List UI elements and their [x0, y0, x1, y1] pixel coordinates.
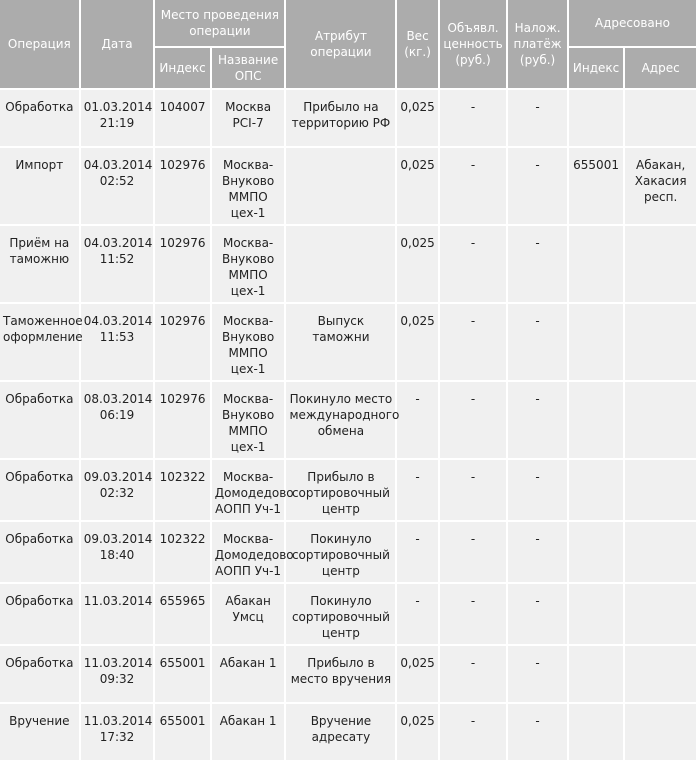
operation-cell — [0, 704, 79, 760]
declared-value-text: - — [470, 656, 476, 670]
cod-cell — [508, 704, 567, 760]
date-cell — [81, 226, 154, 302]
date-text: 04.03.2014 — [83, 236, 153, 250]
date-text: 04.03.2014 — [83, 158, 153, 172]
addr-index-cell — [569, 382, 623, 458]
table-row — [0, 522, 696, 582]
weight-cell — [397, 584, 437, 644]
weight-cell — [397, 460, 437, 520]
weight-text: - — [415, 470, 420, 484]
time-text: 02:32 — [99, 486, 135, 500]
attribute-cell — [286, 226, 395, 302]
index-cell — [155, 382, 209, 458]
ops-name-cell — [212, 382, 285, 458]
date-cell — [81, 646, 154, 702]
table-row — [0, 226, 696, 302]
operation-text: Импорт — [15, 158, 64, 172]
attribute-text: Покинуло место международного обмена — [289, 392, 400, 438]
index-cell — [155, 148, 209, 224]
declared-value-cell — [440, 90, 507, 146]
cod-cell — [508, 646, 567, 702]
ops-name-text: Абакан 1 — [219, 714, 277, 728]
date-text: 11.03.2014 — [83, 656, 153, 670]
operation-text: Обработка — [5, 100, 74, 114]
cod-text: - — [535, 236, 540, 250]
index-text: 655001 — [159, 714, 206, 728]
declared-value-text: - — [470, 236, 476, 250]
attribute-cell — [286, 304, 395, 380]
operation-text: Приём на таможню — [9, 236, 70, 266]
addr-address-cell — [625, 646, 696, 702]
cod-text: - — [535, 158, 540, 172]
weight-text: 0,025 — [400, 656, 435, 670]
declared-value-cell — [440, 522, 507, 582]
declared-value-cell — [440, 382, 507, 458]
attribute-text: Прибыло на территорию РФ — [291, 100, 391, 130]
weight-text: 0,025 — [400, 100, 435, 114]
attribute-text: Покинуло сортировочный центр — [291, 532, 390, 578]
header-cod: Налож. платёж (руб.) — [508, 0, 567, 88]
addr-address-cell — [625, 460, 696, 520]
declared-value-cell — [440, 148, 507, 224]
cod-text: - — [535, 470, 540, 484]
weight-cell — [397, 522, 437, 582]
ops-name-text: Москва PCI-7 — [225, 100, 272, 130]
ops-name-cell — [212, 148, 285, 224]
index-text: 655001 — [159, 656, 206, 670]
weight-text: 0,025 — [400, 714, 435, 728]
index-cell — [155, 704, 209, 760]
table-row — [0, 148, 696, 224]
operation-cell — [0, 148, 79, 224]
date-cell — [81, 148, 154, 224]
addr-index-cell — [569, 148, 623, 224]
declared-value-cell — [440, 304, 507, 380]
time-text: 18:40 — [99, 548, 135, 562]
operation-cell — [0, 460, 79, 520]
ops-name-cell — [212, 304, 285, 380]
header-declared-value: Объявл. ценность (руб.) — [440, 0, 507, 88]
declared-value-cell — [440, 226, 507, 302]
index-cell — [155, 90, 209, 146]
declared-value-text: - — [470, 100, 476, 114]
index-text: 102976 — [159, 158, 206, 172]
index-cell — [155, 522, 209, 582]
cod-cell — [508, 148, 567, 224]
addr-index-cell — [569, 704, 623, 760]
attribute-text: Вручение адресату — [310, 714, 372, 744]
header-date: Дата — [81, 0, 154, 88]
header-operation: Операция — [0, 0, 79, 88]
attribute-text: Прибыло в сортировочный центр — [291, 470, 390, 516]
declared-value-text: - — [470, 532, 476, 546]
attribute-cell — [286, 704, 395, 760]
declared-value-cell — [440, 704, 507, 760]
date-cell — [81, 382, 154, 458]
ops-name-cell — [212, 646, 285, 702]
ops-name-text: Москва-Внуково ММПО цех-1 — [222, 236, 275, 298]
table-row — [0, 584, 696, 644]
operation-text: Таможенное оформление — [3, 314, 83, 344]
ops-name-text: Абакан Умсц — [225, 594, 271, 624]
header-weight: Вес (кг.) — [397, 0, 437, 88]
table-row — [0, 704, 696, 760]
addr-address-cell — [625, 382, 696, 458]
header-attribute: Атрибут операции — [286, 0, 395, 88]
index-cell — [155, 460, 209, 520]
cod-text: - — [535, 532, 540, 546]
date-cell — [81, 522, 154, 582]
ops-name-text: Москва-Домодедово АОПП Уч-1 — [214, 532, 294, 578]
declared-value-text: - — [470, 594, 476, 608]
cod-cell — [508, 460, 567, 520]
index-cell — [155, 304, 209, 380]
operation-cell — [0, 382, 79, 458]
ops-name-cell — [212, 522, 294, 582]
index-cell — [155, 226, 209, 302]
table-row — [0, 304, 696, 380]
ops-name-text: Москва-Внуково ММПО цех-1 — [222, 392, 275, 454]
attribute-text: Прибыло в место вручения — [290, 656, 392, 686]
weight-text: - — [415, 532, 420, 546]
weight-cell — [397, 226, 437, 302]
declared-value-text: - — [470, 314, 476, 328]
date-text: 08.03.2014 — [83, 392, 153, 406]
weight-cell — [397, 148, 437, 224]
declared-value-cell — [440, 460, 507, 520]
weight-text: 0,025 — [400, 314, 435, 328]
attribute-cell — [286, 460, 395, 520]
weight-text: 0,025 — [400, 158, 435, 172]
cod-text: - — [535, 314, 540, 328]
attribute-text: Покинуло сортировочный центр — [291, 594, 390, 640]
index-text: 655965 — [159, 594, 206, 608]
header-place: Место проведения операции — [155, 0, 284, 46]
attribute-cell — [286, 646, 395, 702]
addr-index-cell — [569, 460, 623, 520]
addr-address-cell — [625, 304, 696, 380]
time-text: 11:52 — [99, 252, 135, 266]
time-text: 17:32 — [99, 730, 135, 744]
operation-cell — [0, 646, 79, 702]
header-addressed: Адресовано — [569, 0, 696, 46]
ops-name-text: Москва-Домодедово АОПП Уч-1 — [214, 470, 294, 516]
operation-cell — [0, 90, 79, 146]
addr-address-cell — [625, 704, 696, 760]
ops-name-cell — [212, 90, 285, 146]
ops-name-text: Москва-Внуково ММПО цех-1 — [222, 314, 275, 376]
addr-address-cell — [625, 90, 696, 146]
operation-text: Обработка — [5, 594, 74, 608]
date-text: 09.03.2014 — [83, 532, 153, 546]
addr-address-cell — [625, 226, 696, 302]
cod-text: - — [535, 656, 540, 670]
cod-cell — [508, 90, 567, 146]
table-row — [0, 646, 696, 702]
addr-index-cell — [569, 90, 623, 146]
date-text: 01.03.2014 — [83, 100, 153, 114]
ops-name-cell — [212, 584, 285, 644]
addr-index-cell — [569, 522, 623, 582]
cod-text: - — [535, 392, 540, 406]
cod-cell — [508, 382, 567, 458]
operation-text: Обработка — [5, 392, 74, 406]
tracking-rows — [0, 90, 696, 760]
header-ops-name: Название ОПС — [212, 48, 285, 88]
addr-address-text: Абакан, Хакасия респ. — [634, 158, 687, 204]
ops-name-cell — [212, 460, 294, 520]
cod-cell — [508, 304, 567, 380]
operation-text: Вручение — [9, 714, 70, 728]
weight-cell — [397, 382, 437, 458]
operation-cell — [0, 226, 79, 302]
declared-value-text: - — [470, 158, 476, 172]
table-row — [0, 382, 696, 458]
weight-cell — [397, 90, 437, 146]
addr-address-cell — [625, 584, 696, 644]
weight-cell — [397, 646, 437, 702]
operation-cell — [0, 522, 79, 582]
declared-value-cell — [440, 584, 507, 644]
addr-index-cell — [569, 226, 623, 302]
table-row — [0, 460, 696, 520]
cod-text: - — [535, 714, 540, 728]
ops-name-text: Абакан 1 — [219, 656, 277, 670]
attribute-cell — [286, 584, 395, 644]
cod-text: - — [535, 594, 540, 608]
weight-text: 0,025 — [400, 236, 435, 250]
date-cell — [81, 584, 154, 644]
ops-name-cell — [212, 226, 285, 302]
index-text: 102976 — [159, 314, 206, 328]
addr-index-cell — [569, 304, 623, 380]
addr-address-cell — [625, 522, 696, 582]
time-text: 06:19 — [99, 408, 135, 422]
declared-value-cell — [440, 646, 507, 702]
date-text: 11.03.2014 — [83, 714, 153, 728]
cod-text: - — [535, 100, 540, 114]
operation-text: Обработка — [5, 470, 74, 484]
index-text: 104007 — [159, 100, 206, 114]
addr-index-text: 655001 — [573, 158, 619, 172]
date-cell — [81, 90, 154, 146]
header-addr-index: Индекс — [569, 48, 623, 88]
ops-name-cell — [212, 704, 285, 760]
index-text: 102322 — [159, 532, 206, 546]
addr-index-cell — [569, 584, 623, 644]
weight-text: - — [415, 594, 420, 608]
index-text: 102976 — [159, 392, 206, 406]
header-index: Индекс — [155, 48, 209, 88]
attribute-cell — [286, 382, 400, 458]
declared-value-text: - — [470, 392, 476, 406]
weight-text: - — [415, 392, 420, 406]
time-text: 02:52 — [99, 174, 135, 188]
time-text: 21:19 — [99, 116, 135, 130]
declared-value-text: - — [470, 470, 476, 484]
operation-cell — [0, 304, 83, 380]
weight-cell — [397, 704, 437, 760]
table-row — [0, 90, 696, 146]
time-text: 09:32 — [99, 672, 135, 686]
date-cell — [81, 304, 154, 380]
date-text: 09.03.2014 — [83, 470, 153, 484]
index-text: 102322 — [159, 470, 206, 484]
attribute-cell — [286, 522, 395, 582]
header-addr-address: Адрес — [625, 48, 696, 88]
cod-cell — [508, 226, 567, 302]
addr-address-cell — [625, 148, 696, 224]
date-cell — [81, 460, 154, 520]
cod-cell — [508, 522, 567, 582]
index-text: 102976 — [159, 236, 206, 250]
date-text: 11.03.2014 — [83, 594, 153, 608]
index-cell — [155, 646, 209, 702]
operation-text: Обработка — [5, 656, 74, 670]
index-cell — [155, 584, 209, 644]
time-text: 11:53 — [99, 330, 135, 344]
operation-text: Обработка — [5, 532, 74, 546]
addr-index-cell — [569, 646, 623, 702]
declared-value-text: - — [470, 714, 476, 728]
attribute-cell — [286, 90, 395, 146]
ops-name-text: Москва-Внуково ММПО цех-1 — [222, 158, 275, 220]
date-text: 04.03.2014 — [83, 314, 153, 328]
weight-cell — [397, 304, 437, 380]
operation-cell — [0, 584, 79, 644]
date-cell — [81, 704, 154, 760]
attribute-cell — [286, 148, 395, 224]
cod-cell — [508, 584, 567, 644]
attribute-text: Выпуск таможни — [312, 314, 370, 344]
